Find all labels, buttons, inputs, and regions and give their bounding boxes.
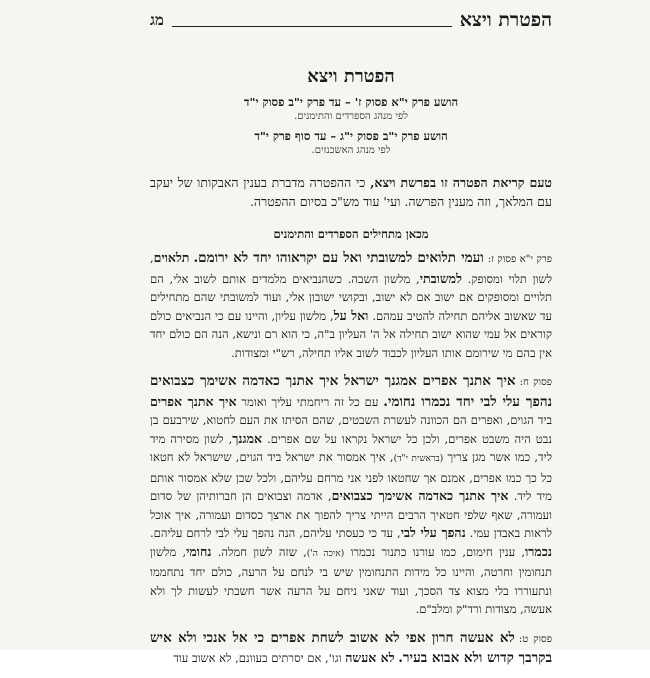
commentary-text: עם כל זה ריחמתי עליך ואומר: [236, 394, 379, 409]
commentary-keyword: נכמרו: [525, 543, 553, 559]
commentary-text: , מלשון השבה. כשהנביאים מלמדים אותם לשוב אלי, הם תלויים ומסופקים אם ישוב אם לא ישוב, ובקושי ישובון אלי, ועוד למשובתי שהם מתחילים עד שאשוב אליהם תחילה להטיב עמהם.: [150, 271, 553, 323]
commentary-text: (איכה ה'): [306, 548, 345, 559]
commentary-text: , עד כי כעסתי עליהם, הנה נהפך עלי לבי לרחם עליהם.: [150, 526, 401, 540]
verse-text: איך אתנך אפרים אמגנך ישראל איך אתנך כאדמה אשימך כצבואים נהפך עלי לבי יחד נכמרו נחומי.: [150, 373, 552, 410]
running-head-rule: [172, 26, 452, 27]
commentary-keyword: ואל על: [333, 307, 369, 323]
commentary-keyword: נהפך עלי לבי: [400, 525, 466, 540]
verse-paragraph: [150, 629, 552, 668]
commentary-keyword: איך אתנך אפרים: [150, 393, 237, 409]
verse-label: פסוק ט:: [518, 633, 552, 645]
commentary-text: , מלשון תנחומין וחרטה, והיינו כל מידות התנחומין שיש בי לנחם על הרעה, כולם יחד נתחממו ונתעוררו בלי מצוא צד הסכך, ועוד שאני ניחם על הרעה אשר חשבתי לעשות לך ולא אעשה, מצודות ורד"ק ומלב"ם.: [150, 544, 552, 616]
commentary-keyword: אמגנך: [232, 430, 263, 446]
reason-body: כי ההפטרה מדברת בענין האבקותו של יעקב עם המלאך, וזה מענין הפרשה. ועי' עוד מש"כ בסיום ההפטרה.: [150, 175, 552, 209]
commentary-text: (בראשית י"ד): [393, 454, 444, 464]
commentary-keyword: איך אתנך כאדמה אשימך כצבואים: [331, 488, 509, 503]
custom-ashkenazi: לפי מנהג האשכנזים.: [311, 145, 391, 156]
commentary-keyword: נחומי: [186, 543, 212, 559]
reason-paragraph: [150, 173, 552, 211]
verses-container: [150, 249, 552, 668]
section-heading: מכאן מתחילים הספרדים והתימנים: [273, 227, 429, 241]
commentary-text: , ענין חימום, כמו עורנו כתנור נכמרו: [344, 544, 526, 559]
reason-lead: טעם קריאת הפטרה זו בפרשת ויצא,: [370, 175, 552, 190]
commentary-keyword: למשובתי: [419, 270, 462, 286]
verse-text: ועמי תלואים למשובתי ואל עם יקראוהו יחד לא ירומם.: [193, 250, 484, 266]
page-number: מג: [150, 10, 164, 29]
custom-sephardi: לפי מנהג הספרדים והתימנים.: [294, 111, 408, 122]
commentary-text: , מלשון עליון, והיינו עם כי הנביאים כולם קוראים אל עמי שהוא ישוב תחילה אל ה' העליון ב"ה, כי הוא רם ונישא, הנה הם כולם יחד אין בהם מי שירומם אותו העליון לכבוד לשוב אליו תחילה, רש"י ומצודות.: [150, 308, 552, 360]
commentary-text: וגו', אם יסרתים בעוונם, לא אשוב עוד: [173, 651, 346, 665]
range-ashkenazi: הושע פרק י"ב פסוק י"ג – עד סוף פרק י"ד: [254, 129, 448, 143]
haftarah-title: הפטרת ויצא: [307, 66, 395, 87]
running-head-title: הפטרת ויצא: [459, 8, 552, 31]
commentary-text: , אדמה וצבואים הן חברותיהן של סדום ועמורה, שאף שלפי חטאיך הרבים הייתי צריך להפוך את ארצך כסדום ועמורה, איך אוכל לראות באבדן עמי.: [150, 489, 553, 540]
commentary-text: , לשון מסירה מיד ליד, כמו אשר מגן צריך: [150, 431, 552, 464]
running-head: [150, 8, 552, 32]
verse-paragraph: [150, 249, 552, 362]
commentary-text: , לשון תלוי ומסופק.: [150, 251, 553, 286]
range-sephardi: הושע פרק י"א פסוק ז' – עד פרק י"ב פסוק י"ד: [243, 95, 459, 109]
verse-paragraph: [150, 372, 552, 619]
verse-text: לא אעשה חרון אפי לא אשוב לשחת אפרים כי אל אנכי ולא איש בקרבך קדוש ולא אבוא בעיר.: [150, 629, 552, 666]
verse-label: פסוק ח:: [519, 377, 553, 388]
page-content: [150, 66, 552, 678]
commentary-keyword: תלאוים: [153, 250, 190, 265]
verse-label: פרק י"א פסוק ז:: [487, 254, 552, 265]
commentary-text: , איך אמסור את ישראל ביד הגוים, שישראל לא חטאו כל כך כמו אפרים, אמנם אך שחטאו לפני אני מרחם עליהם, ולכל שכן שלא אמסור אותם מיד ליד.: [150, 450, 552, 503]
commentary-keyword: לא אעשה: [345, 650, 395, 665]
commentary-text: , שזה לשון חמלה.: [211, 544, 307, 559]
commentary-text: ביד הגוים, ואפרים הם הכוונה לעשרת השבטים, שהם הסיתו את העם לחטוא, שירבעם בן נבט היה משבט אפרים, ולכן כל ישראל נקראו על שם אפרים.: [150, 413, 552, 446]
